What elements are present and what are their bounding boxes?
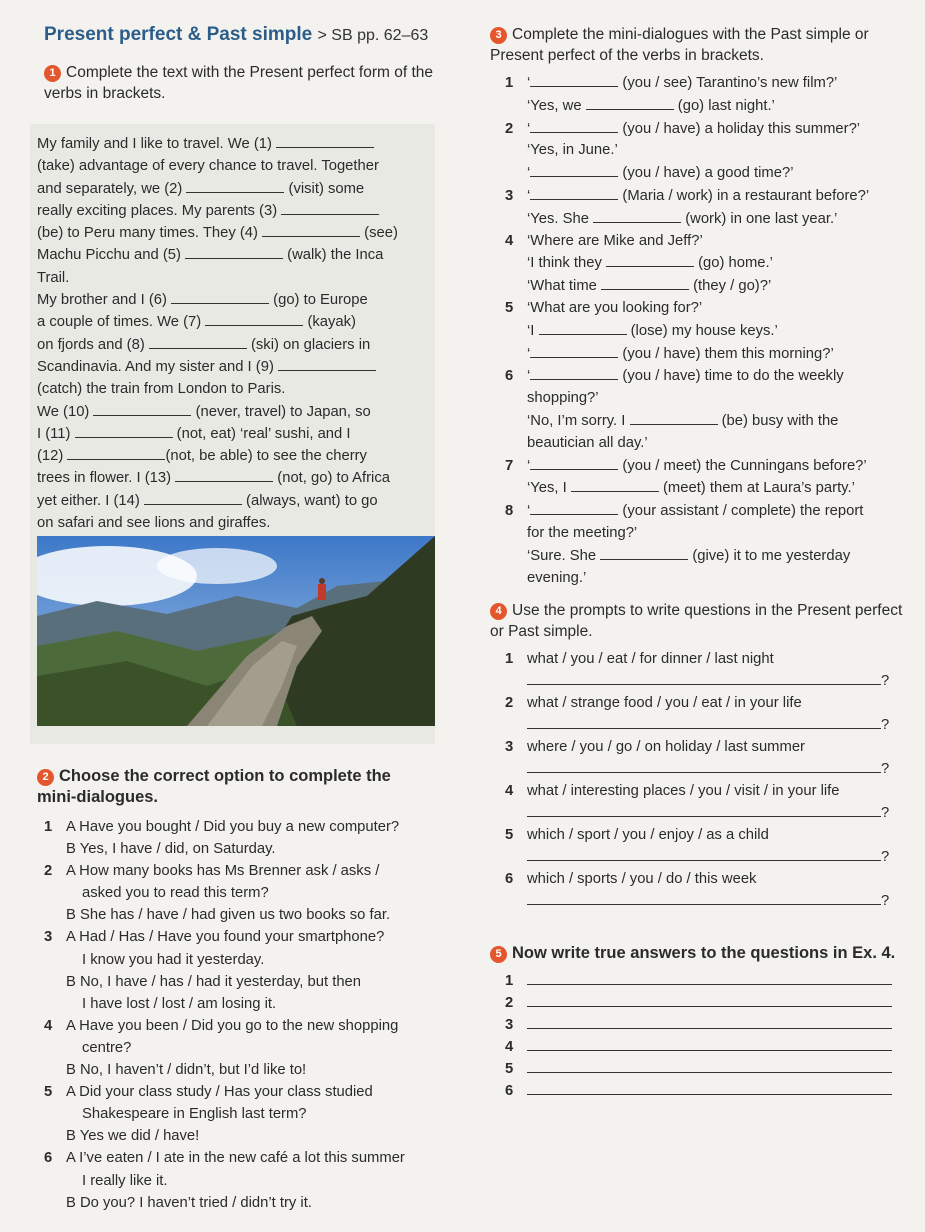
ex3-line	[505, 231, 869, 253]
ex2-line	[44, 816, 405, 838]
question-mark: ?	[881, 893, 890, 909]
answer-blank[interactable]	[527, 996, 892, 1007]
ex3-line-text: ‘Yes. She (work) in one last year.’	[527, 211, 837, 227]
question-mark: ?	[881, 717, 890, 733]
ex3-line	[505, 162, 869, 185]
item-number: 8	[505, 503, 514, 520]
answer-blank[interactable]	[601, 275, 689, 290]
item-number: 1	[505, 651, 514, 667]
answer-blank[interactable]	[527, 850, 881, 861]
answer-blank[interactable]	[205, 311, 303, 326]
ex3-line-text: ‘What are you looking for?’	[527, 299, 703, 316]
answer-blank[interactable]	[262, 222, 360, 237]
ex3-line	[505, 365, 869, 388]
answer-blank[interactable]	[527, 1062, 892, 1073]
ex3-line-text: ‘Yes, in June.’	[527, 142, 618, 159]
answer-blank[interactable]	[527, 1018, 892, 1029]
ex1-instruction: 1 Complete the text with the Present perfect form of the verbs in brackets.	[44, 64, 434, 102]
ex4-answer-line[interactable]	[505, 802, 889, 824]
ex5-answers	[505, 970, 892, 1102]
ex3-number-badge: 3	[490, 27, 507, 44]
ex2-line	[44, 904, 405, 926]
ex3-line	[505, 95, 869, 118]
item-number: 6	[505, 1083, 514, 1099]
ex2-line-text: I have lost / lost / am losing it.	[82, 995, 277, 1012]
answer-blank[interactable]	[630, 410, 718, 425]
ex4-prompt-text: what / you / eat / for dinner / last night	[527, 651, 774, 667]
ex4-prompt	[505, 692, 889, 714]
ex4-prompt	[505, 780, 889, 802]
ex3-line	[505, 208, 869, 231]
ex2-line-text: A Had / Has / Have you found your smartphone?	[66, 929, 385, 946]
item-number: 6	[505, 368, 514, 385]
ex2-line-text: B No, I haven’t / didn’t, but I’d like to!	[66, 1062, 307, 1079]
answer-blank[interactable]	[530, 343, 618, 358]
ex3-line	[505, 433, 869, 455]
ex3-instruction: 3 Complete the mini-dialogues with the Past simple or Present perfect of the verbs in brackets.	[490, 26, 869, 64]
answer-blank[interactable]	[530, 185, 618, 200]
ex2-line	[44, 926, 405, 948]
answer-blank[interactable]	[530, 162, 618, 177]
ex3-line	[505, 545, 869, 568]
ex3-line-text: ‘I (lose) my house keys.’	[527, 323, 778, 339]
ex2-line	[44, 1081, 405, 1103]
item-number: 7	[505, 457, 514, 474]
item-number: 4	[505, 783, 514, 799]
ex1-line: on safari and see lions and giraffes.	[37, 515, 271, 532]
ex2-line-text: B No, I have / has / had it yesterday, but then	[66, 973, 362, 990]
ex4-prompt-text: which / sport / you / enjoy / as a child	[527, 827, 769, 843]
item-number: 3	[505, 739, 514, 755]
ex2-line	[44, 882, 405, 904]
ex2-instruction: 2 Choose the correct option to complete the mini-dialogues.	[37, 767, 391, 806]
ex2-line-text: A I’ve eaten / I ate in the new café a lot this summer	[66, 1150, 405, 1167]
item-number: 5	[44, 1084, 53, 1101]
ex5-answer-line[interactable]	[505, 1036, 892, 1058]
item-number: 5	[505, 1061, 514, 1077]
ex1-line: trees in flower. I (13) (not, go) to Africa	[37, 467, 432, 489]
ex4-answer-line[interactable]	[505, 758, 889, 780]
ex3-line-text: ‘ (you / have) time to do the weekly	[527, 368, 844, 384]
ex2-line-text: B Yes we did / have!	[66, 1128, 200, 1145]
item-number: 1	[505, 973, 514, 989]
ex2-line	[44, 1125, 405, 1147]
ex3-line-text: ‘I think they (go) home.’	[527, 255, 773, 271]
ex4-answer-line[interactable]	[505, 714, 889, 736]
item-number: 4	[505, 1039, 514, 1055]
ex1-line: We (10) (never, travel) to Japan, so	[37, 401, 432, 423]
ex3-line-text: ‘Yes, we (go) last night.’	[527, 98, 775, 114]
item-number: 1	[505, 75, 514, 91]
ex3-line	[505, 477, 869, 500]
ex3-line	[505, 500, 869, 523]
ex1-line: I (11) (not, eat) ‘real’ sushi, and I	[37, 423, 432, 445]
ex1-line: (take) advantage of every chance to travel. Together	[37, 158, 379, 175]
answer-blank[interactable]	[527, 894, 881, 905]
answer-blank[interactable]	[530, 455, 618, 470]
ex5-answer-line[interactable]	[505, 1014, 892, 1036]
answer-blank[interactable]	[276, 133, 374, 148]
ex1-line: (be) to Peru many times. They (4) (see)	[37, 222, 432, 244]
ex2-dialogues	[44, 816, 405, 1214]
ex2-line	[44, 838, 405, 860]
answer-blank[interactable]	[186, 178, 284, 193]
answer-blank[interactable]	[530, 72, 618, 87]
ex4-prompt-text: where / you / go / on holiday / last summer	[527, 739, 805, 755]
ex2-number-badge: 2	[37, 769, 54, 786]
question-mark: ?	[881, 761, 890, 777]
ex2-line	[44, 993, 405, 1015]
item-number: 5	[505, 827, 514, 843]
ex5-number-badge: 5	[490, 946, 507, 963]
ex5-answer-line[interactable]	[505, 1058, 892, 1080]
ex2-line-text: I really like it.	[82, 1172, 168, 1189]
item-number: 3	[505, 187, 514, 204]
ex3-line	[505, 252, 869, 275]
answer-blank[interactable]	[144, 490, 242, 505]
ex3-line	[505, 455, 869, 478]
ex3-line-text: ‘ (you / have) them this morning?’	[527, 346, 834, 362]
ex1-line: Machu Picchu and (5) (walk) the Inca	[37, 244, 432, 266]
ex2-line	[44, 1015, 405, 1037]
ex2-line-text: B Yes, I have / did, on Saturday.	[66, 841, 276, 858]
ex3-line	[505, 298, 869, 320]
ex1-line: really exciting places. My parents (3)	[37, 200, 432, 222]
ex3-line	[505, 275, 869, 298]
item-number: 5	[505, 299, 514, 316]
ex2-line-text: A Did your class study / Has your class studied	[66, 1084, 373, 1101]
ex3-line-text: for the meeting?’	[527, 524, 638, 541]
item-number: 3	[44, 929, 53, 946]
item-number: 2	[44, 863, 53, 880]
answer-blank[interactable]	[530, 500, 618, 515]
ex3-line	[505, 568, 869, 590]
answer-blank[interactable]	[606, 252, 694, 267]
ex2-line-text: asked you to read this term?	[82, 885, 269, 902]
answer-blank[interactable]	[530, 118, 618, 133]
ex4-prompt-text: which / sports / you / do / this week	[527, 871, 757, 887]
ex1-number-badge: 1	[44, 65, 61, 82]
ex4-answer-line[interactable]	[505, 846, 889, 868]
ex4-prompt-text: what / interesting places / you / visit / in your life	[527, 783, 840, 799]
ex3-line-text: ‘ (you / have) a holiday this summer?’	[527, 121, 860, 137]
ex1-line: (12) (not, be able) to see the cherry	[37, 445, 432, 467]
answer-blank[interactable]	[586, 95, 674, 110]
answer-blank[interactable]	[527, 1084, 892, 1095]
ex4-instruction: 4 Use the prompts to write questions in the Present perfect or Past simple.	[490, 602, 903, 640]
answer-blank[interactable]	[278, 356, 376, 371]
ex3-line-text: ‘What time (they / go)?’	[527, 278, 771, 294]
ex2-line-text: B She has / have / had given us two books so far.	[66, 907, 391, 924]
ex4-prompt-text: what / strange food / you / eat / in your life	[527, 695, 802, 711]
item-number: 2	[505, 995, 514, 1011]
answer-blank[interactable]	[527, 974, 892, 985]
ex2-line	[44, 1059, 405, 1081]
ex3-line	[505, 523, 869, 545]
item-number: 4	[505, 232, 514, 249]
answer-blank[interactable]	[185, 244, 283, 259]
ex3-line-text: ‘ (you / have) a good time?’	[527, 165, 794, 181]
question-mark: ?	[881, 673, 890, 689]
ex1-line: Scandinavia. And my sister and I (9)	[37, 356, 432, 378]
ex4-prompt	[505, 824, 889, 846]
answer-blank[interactable]	[75, 423, 173, 438]
answer-blank[interactable]	[571, 477, 659, 492]
item-number: 2	[505, 120, 514, 137]
ex3-line-text: ‘ (your assistant / complete) the report	[527, 503, 863, 519]
answer-blank[interactable]	[93, 401, 191, 416]
ex4-questions	[505, 648, 889, 912]
ex2-line-text: I know you had it yesterday.	[82, 951, 265, 968]
answer-blank[interactable]	[527, 674, 881, 685]
ex5-instruction: 5 Now write true answers to the questions in Ex. 4.	[490, 943, 910, 964]
answer-blank[interactable]	[593, 208, 681, 223]
ex1-line: (catch) the train from London to Paris.	[37, 381, 286, 398]
ex1-line: on fjords and (8) (ski) on glaciers in	[37, 334, 432, 356]
ex1-line: My family and I like to travel. We (1)	[37, 133, 432, 155]
answer-blank[interactable]	[527, 718, 881, 729]
answer-blank[interactable]	[600, 545, 688, 560]
ex1-line: yet either. I (14) (always, want) to go	[37, 490, 432, 512]
ex3-line	[505, 140, 869, 162]
ex4-number-badge: 4	[490, 603, 507, 620]
ex5-answer-line[interactable]	[505, 1080, 892, 1102]
ex2-line	[44, 1037, 405, 1059]
item-number: 1	[44, 819, 53, 835]
ex3-line	[505, 410, 869, 433]
ex3-line-text: ‘No, I’m sorry. I (be) busy with the	[527, 413, 838, 429]
ex2-line-text: A Have you been / Did you go to the new shopping	[66, 1017, 399, 1034]
ex3-line-text: ‘Yes, I (meet) them at Laura’s party.’	[527, 480, 855, 496]
photo-inca-trail	[37, 536, 435, 726]
question-mark: ?	[881, 849, 890, 865]
item-number: 6	[44, 1150, 53, 1167]
ex3-line-text: beautician all day.’	[527, 434, 648, 451]
ex4-prompt	[505, 648, 889, 670]
ex3-line	[505, 388, 869, 410]
ex1-text	[37, 133, 432, 534]
ex3-line	[505, 118, 869, 141]
ex1-line: and separately, we (2) (visit) some	[37, 178, 432, 200]
ex1-line: Trail.	[37, 269, 70, 286]
answer-blank[interactable]	[530, 365, 618, 380]
ex2-line	[44, 1192, 405, 1214]
answer-blank[interactable]	[527, 762, 881, 773]
answer-blank[interactable]	[171, 289, 269, 304]
ex3-line	[505, 185, 869, 208]
ex3-line-text: ‘ (Maria / work) in a restaurant before?’	[527, 188, 869, 204]
ex3-line-text: ‘Where are Mike and Jeff?’	[527, 232, 703, 249]
ex3-line-text: evening.’	[527, 569, 587, 586]
ex3-dialogues	[505, 72, 869, 589]
ex2-line-text: A Have you bought / Did you buy a new computer?	[66, 819, 400, 835]
ex4-prompt	[505, 736, 889, 758]
answer-blank[interactable]	[527, 1040, 892, 1051]
answer-blank[interactable]	[527, 806, 881, 817]
ex2-line	[44, 860, 405, 882]
ex3-line-text: ‘Sure. She (give) it to me yesterday	[527, 548, 850, 564]
ex3-line	[505, 72, 869, 95]
ex2-line	[44, 1147, 405, 1169]
question-mark: ?	[881, 805, 890, 821]
answer-blank[interactable]	[67, 445, 165, 460]
page-title: Present perfect & Past simple > SB pp. 62–63	[44, 24, 429, 45]
ex2-line	[44, 1170, 405, 1192]
ex5-answer-line[interactable]	[505, 970, 892, 992]
ex5-answer-line[interactable]	[505, 992, 892, 1014]
ex3-line-text: shopping?’	[527, 390, 599, 407]
ex3-line	[505, 343, 869, 366]
ex2-line	[44, 971, 405, 993]
item-number: 2	[505, 695, 514, 711]
ex3-line-text: ‘ (you / meet) the Cunningans before?’	[527, 458, 867, 474]
ex1-line: a couple of times. We (7) (kayak)	[37, 311, 432, 333]
ex2-line-text: A How many books has Ms Brenner ask / asks /	[66, 863, 380, 880]
item-number: 6	[505, 871, 514, 887]
ex2-line	[44, 949, 405, 971]
ex3-line	[505, 320, 869, 343]
answer-blank[interactable]	[539, 320, 627, 335]
ex4-answer-line[interactable]	[505, 670, 889, 692]
item-number: 4	[44, 1017, 53, 1034]
ex4-prompt	[505, 868, 889, 890]
item-number: 3	[505, 1017, 514, 1033]
ex2-line-text: centre?	[82, 1039, 132, 1056]
ex1-line: My brother and I (6) (go) to Europe	[37, 289, 432, 311]
ex2-line	[44, 1103, 405, 1125]
answer-blank[interactable]	[149, 334, 247, 349]
ex3-line-text: ‘ (you / see) Tarantino’s new film?’	[527, 75, 837, 91]
answer-blank[interactable]	[281, 200, 379, 215]
ex2-line-text: B Do you? I haven’t tried / didn’t try it.	[66, 1194, 312, 1211]
ex2-line-text: Shakespeare in English last term?	[82, 1106, 307, 1123]
answer-blank[interactable]	[175, 467, 273, 482]
ex4-answer-line[interactable]	[505, 890, 889, 912]
